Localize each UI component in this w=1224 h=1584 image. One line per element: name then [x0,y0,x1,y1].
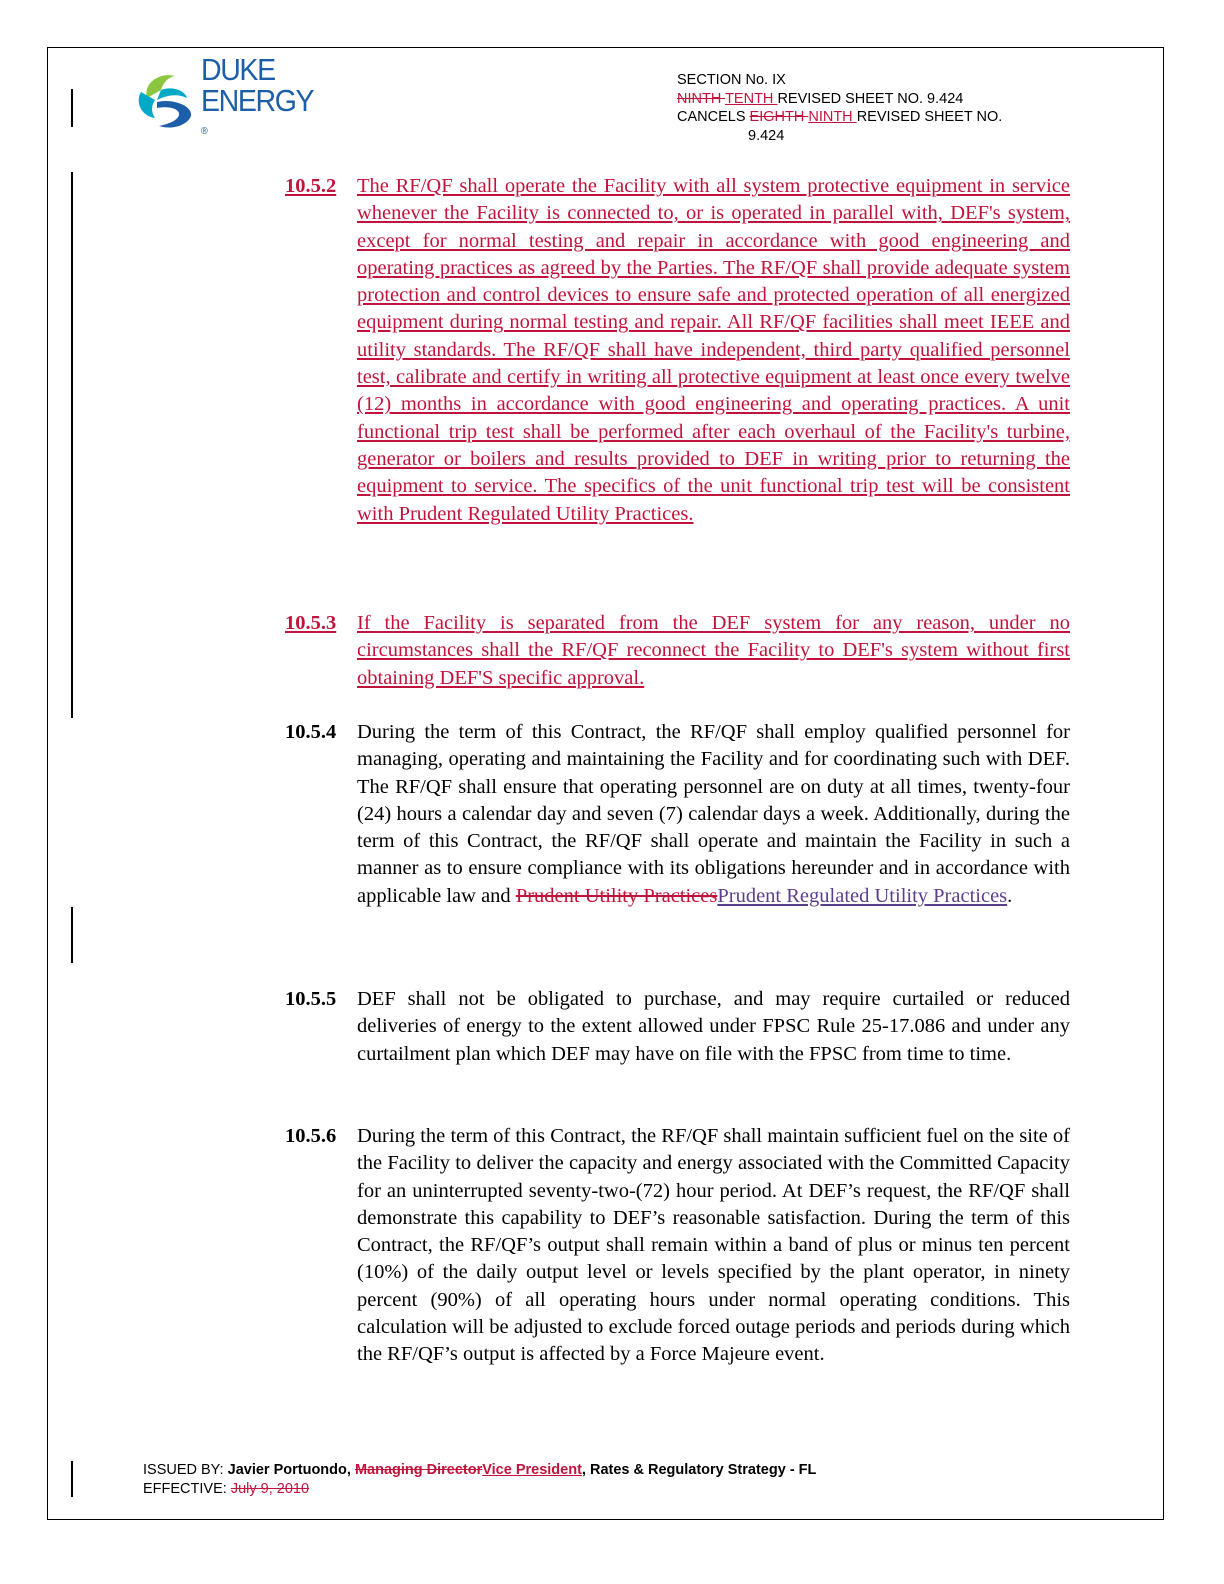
duke-energy-logo [133,54,323,147]
section-number: SECTION No. IX [677,72,786,88]
change-bar [71,907,73,963]
section-number-label: 10.5.6 [285,1125,337,1147]
section-10-5-4 [285,719,1070,910]
inserted-text: Prudent Regulated Utility Practices [717,884,1008,907]
section-10-5-3 [285,610,1070,692]
sheet-header [677,71,1002,145]
cancels-revision: CANCELS EIGHTH NINTH REVISED SHEET NO. [677,109,1003,125]
section-10-5-6 [285,1123,1070,1369]
section-number-label: 10.5.4 [285,721,337,743]
logo-mark-icon [133,68,197,134]
change-bar [71,172,73,718]
section-number-label: 10.5.5 [285,988,337,1010]
cancels-sheet-number: 9.424 [748,127,785,144]
logo-line-energy: ENERGY [201,83,314,118]
section-text: DEF shall not be obligated to purchase, and may require curtailed or reduced deliveries of energy to the extent allowed under FPSC Rule 25-17.086 and under any curtailment plan which DEF may have on file with the FPSC from time to time. [357,988,1070,1065]
section-text: During the term of this Contract, the RF/QF shall employ qualified personnel for managing, operating and maintaining the Facility and for coordinating such with DEF. The RF/QF shall ensure that operating personnel are on duty at all times, twenty-four (24) hours a calendar day and seven (7) calendar days a week. Additionally, during the term of this Contract, the RF/QF shall operate and maintain the Facility in such a manner as to ensure compliance with its obligations hereunder and in accordance with applicable law and Prudent Utility PracticesPrudent Regulated Utility Practices. [357,721,1070,907]
footer [143,1461,816,1498]
issued-by-line: ISSUED BY: Javier Portuondo, Managing DirectorVice President, Rates & Regulatory Strategy - FL [143,1462,817,1478]
deleted-text: Prudent Utility Practices [515,884,718,907]
change-bar [71,89,73,127]
section-text: During the term of this Contract, the RF/QF shall maintain sufficient fuel on the site of the Facility to deliver the capacity and energy associated with the Committed Capacity for an uninterrupted seventy-two-(72) hour period. At DEF’s request, the RF/QF shall demonstrate this capability to DEF’s reasonable satisfaction. During the term of this Contract, the RF/QF’s output shall remain within a band of plus or minus ten percent (10%) of the daily output level or levels specified by the plant operator, in ninety percent (90%) of all operating hours under normal operating conditions. This calculation will be adjusted to exclude forced outage periods and periods during which the RF/QF’s output is affected by a Force Majeure event. [357,1125,1070,1366]
section-text: If the Facility is separated from the DEF system for any reason, under no circumstances shall the RF/QF reconnect the Facility to DEF's system without first obtaining DEF'S specific approval. [357,612,1070,689]
logo-wordmark [201,54,313,147]
effective-line: EFFECTIVE: July 9, 2010 [143,1480,310,1497]
registered-mark: ® [201,126,208,137]
sheet-revision: NINTH TENTH REVISED SHEET NO. 9.424 [677,90,964,107]
section-10-5-5 [285,986,1070,1068]
logo-line-duke: DUKE [201,52,275,87]
section-number-label: 10.5.3 [285,612,337,634]
change-bar [71,1461,73,1497]
section-text: The RF/QF shall operate the Facility with all system protective equipment in service whenever the Facility is connected to, or is operated in parallel with, DEF's system, except for normal testing and repair in accordance with good engineering and operating practices as agreed by the Parties. The RF/QF shall provide adequate system protection and control devices to ensure safe and protected operation of all energized equipment during normal testing and repair. All RF/QF facilities shall meet IEEE and utility standards. The RF/QF shall have independent, third party qualified personnel test, calibrate and certify in writing all protective equipment at least once every twelve (12) months in accordance with good engineering and operating practices. A unit functional trip test shall be performed after each overhaul of the Facility's turbine, generator or boilers and results provided to DEF in writing prior to returning the equipment to service. The specifics of the unit functional trip test will be consistent with Prudent Regulated Utility Practices. [357,175,1070,525]
section-10-5-2 [285,173,1070,528]
section-number-label: 10.5.2 [285,175,337,197]
